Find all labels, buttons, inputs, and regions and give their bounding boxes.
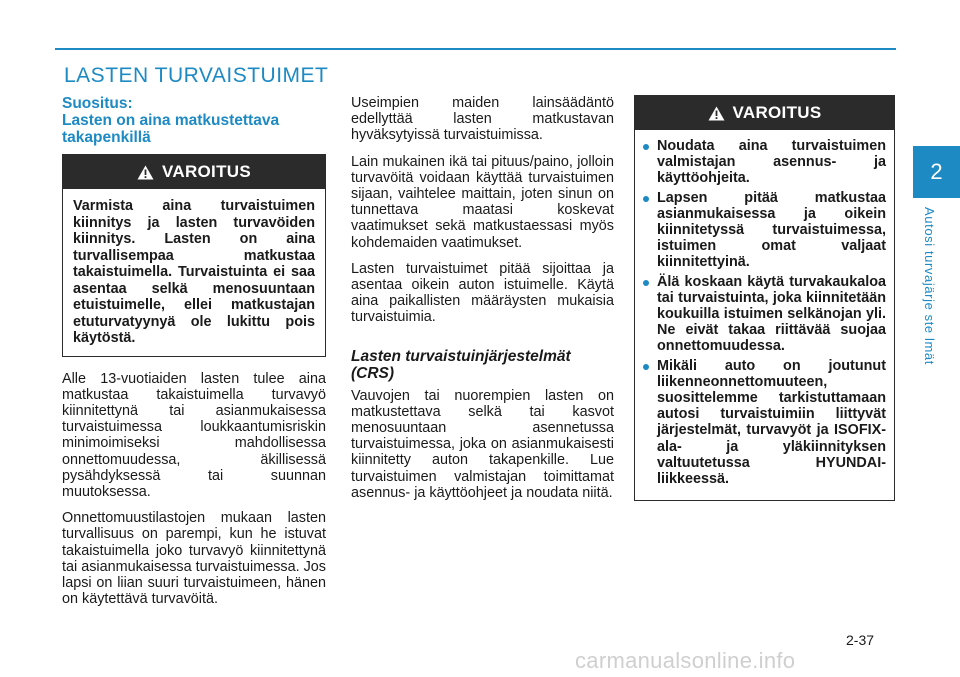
crs-subheading: Lasten turvaistuinjärjestelmät (CRS) xyxy=(351,347,571,382)
warning-list-item xyxy=(643,138,886,187)
recommendation-heading xyxy=(62,95,326,146)
paragraph: Alle 13-vuotiaiden lasten tulee aina matkustaa takaistuimella turvavyö kiinnitettynä tai asianmukaisessa turvaistuimessa loukkaantumisriskin minimoimiseksi mahdollisessa onnettomuudessa, äkillisessä pysähdyksessä tai suunnan muutoksessa. xyxy=(62,370,326,500)
top-rule xyxy=(55,48,896,50)
bullet-icon xyxy=(643,196,649,202)
warning-header xyxy=(635,96,894,130)
paragraph: Lasten turvaistuimet pitää sijoittaa ja asentaa oikein auton istuimelle. Käytä aina paikallisten määräysten mukaisia turvaistuimia. xyxy=(351,260,614,326)
warning-list-item xyxy=(643,274,886,355)
warning-list-text: Mikäli auto on joutunut liikenneonnettomuuteen, suosittelemme tarkistuttamaan autosi turvaistuimiin liittyvät järjestelmät, turvavyöt ja ISOFIX-ala- ja yläkiinnityksen valtuutetussa HYUNDAI-liikkeessä. xyxy=(657,357,886,488)
bullet-icon xyxy=(643,280,649,286)
middle-column xyxy=(351,95,614,511)
bullet-icon xyxy=(643,364,649,370)
bullet-icon xyxy=(643,144,649,150)
paragraph: Lain mukainen ikä tai pituus/paino, jolloin turvavöitä voidaan käyttää turvaistuimen sijaan, vaihtelee maittain, joten sinun on tunnettava maatasi koskevat vaatimukset sekä matkustaessasi myös kohdemaiden vaatimukset. xyxy=(351,153,614,251)
warning-title: VAROITUS xyxy=(162,162,251,181)
watermark: carmanualsonline.info xyxy=(575,648,796,673)
warning-triangle-icon xyxy=(137,165,154,180)
section-title: LASTEN TURVAISTUIMET xyxy=(64,64,329,87)
chapter-number: 2 xyxy=(930,159,943,184)
warning-list-text: Noudata aina turvaistuimen valmistajan asennus- ja käyttöohjeita. xyxy=(657,138,886,187)
paragraph: Useimpien maiden lainsäädäntö edellyttää lasten matkustavan hyväksytyissä turvaistuimissa. xyxy=(351,95,614,144)
left-column xyxy=(62,95,326,617)
warning-text: Varmista aina turvaistuimen kiinnitys ja lasten turvavöiden kiinnitys. Lasten on aina turvallisempaa matkustaa takaistuimella. Turvaistuinta ei saa asentaa selkä menosuuntaan etuistuimelle, ellei matkustajan etuturvatyynyä ole lukittu pois käytöstä. xyxy=(73,198,315,346)
warning-triangle-icon xyxy=(708,106,725,121)
chapter-title: Autosi turvajärje ste lmät xyxy=(922,207,937,365)
warning-header xyxy=(63,155,325,189)
paragraph: Vauvojen tai nuorempien lasten on matkustettava selkä tai kasvot menosuuntaan asennetussa turvaistuimessa, joka on asianmukaisesti kiinnitetty auton takapenkille. Lue turvaistuimen valmistajan toimittamat asennus- ja käyttöohjeet ja noudata niitä. xyxy=(351,387,614,501)
warning-box-left xyxy=(62,154,326,357)
recommendation-text: Lasten on aina matkustettava takapenkillä xyxy=(62,112,280,146)
warning-title: VAROITUS xyxy=(732,103,822,122)
warning-list-item xyxy=(643,358,886,488)
page-number: 2-37 xyxy=(846,632,875,648)
recommendation-label: Suositus: xyxy=(62,95,133,112)
warning-box-right xyxy=(634,95,895,501)
right-column xyxy=(634,95,895,515)
warning-list-text: Lapsen pitää matkustaa asianmukaisessa ja oikein kiinnitetyssä turvaistuimessa, istuimen omat valjaat kiinnitettyinä. xyxy=(657,189,886,271)
paragraph: Onnettomuustilastojen mukaan lasten turvallisuus on parempi, kun he istuvat takaistuimella joko turvavyö kiinnitettynä tai asianmukaisessa turvaistuimessa. Jos lapsi on liian suuri turvaistuimeen, hänen on käytettävä turvavöitä. xyxy=(62,510,326,608)
warning-list-item xyxy=(643,190,886,271)
warning-list xyxy=(635,130,894,500)
chapter-tab[interactable] xyxy=(913,146,960,198)
warning-list-text: Älä koskaan käytä turvakaukaloa tai turvaistuinta, joka kiinnitetään koukuilla istuimen selkänojan yli. Ne eivät takaa riittävää suojaa onnettomuudessa. xyxy=(657,273,886,355)
